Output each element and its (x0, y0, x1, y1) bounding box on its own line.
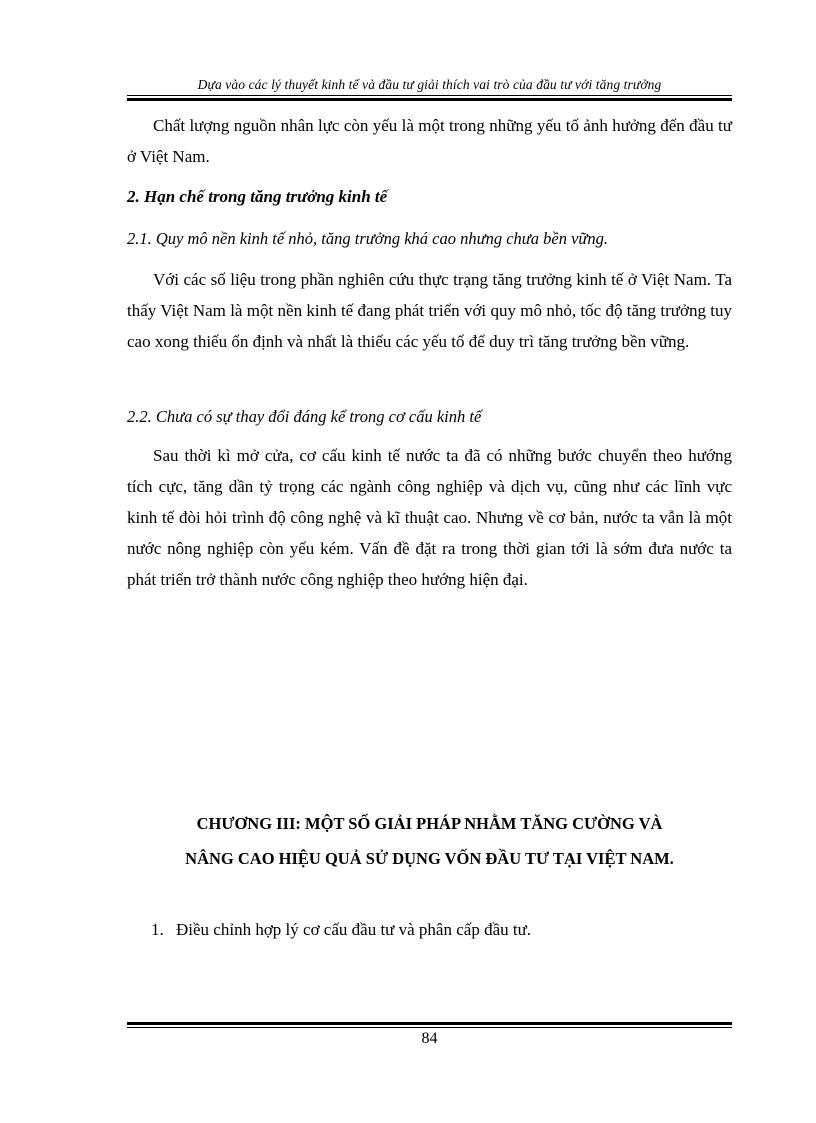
paragraph-2: Sau thời kì mở cửa, cơ cấu kinh tế nước ta đã có những bước chuyển theo hướng tích cực, tăng dần tỷ trọng các ngành công nghiệp và dịch vụ, cũng như các lĩnh vực kinh tế đòi hỏi trình độ công nghệ và kĩ thuật cao. Nhưng về cơ bản, nước ta vẫn là một nước nông nghiệp còn yếu kém. Vấn đề đặt ra trong thời gian tới là sớm đưa nước ta phát triển trở thành nước công nghiệp theo hướng hiện đại. (127, 446, 732, 589)
intro-paragraph: Chất lượng nguồn nhân lực còn yếu là một trong những yếu tố ảnh hưởng đến đầu tư ở Việt Nam. (127, 116, 732, 166)
page-number: 84 (421, 1030, 438, 1047)
section-heading: 2. Hạn chế trong tăng trưởng kinh tế (127, 187, 388, 206)
chapter-title-line-2: NÂNG CAO HIỆU QUẢ SỬ DỤNG VỐN ĐẦU TƯ TẠI VIỆT NAM. (185, 849, 674, 868)
footer-rule-thin (127, 1027, 732, 1028)
paragraph-1: Với các số liệu trong phần nghiên cứu thực trạng tăng trưởng kinh tế ở Việt Nam. Ta thấy Việt Nam là một nền kinh tế đang phát triển với quy mô nhỏ, tốc độ tăng trưởng tuy cao xong thiếu ổn định và nhất là thiếu các yếu tố để duy trì tăng trưởng bền vững. (127, 270, 732, 351)
list-item-text: Điều chỉnh hợp lý cơ cấu đầu tư và phân cấp đầu tư. (176, 920, 532, 939)
subsection-heading-2: 2.2. Chưa có sự thay đổi đáng kể trong cơ cấu kinh tế (127, 407, 482, 426)
header-rule-thin (127, 95, 732, 96)
header-rule-thick (127, 98, 732, 101)
list-item (151, 920, 731, 940)
subsection-heading-1: 2.1. Quy mô nền kinh tế nhỏ, tăng trưởng khá cao nhưng chưa bền vững. (127, 229, 609, 248)
chapter-title-line-1: CHƯƠNG III: MỘT SỐ GIẢI PHÁP NHẰM TĂNG CƯỜNG VÀ (196, 814, 663, 833)
footer-rule-thick (127, 1022, 732, 1025)
running-header: Dựa vào các lý thuyết kinh tế và đầu tư giải thích vai trò của đầu tư với tăng trưởng (197, 77, 662, 92)
list-item-number: 1. (151, 920, 164, 939)
